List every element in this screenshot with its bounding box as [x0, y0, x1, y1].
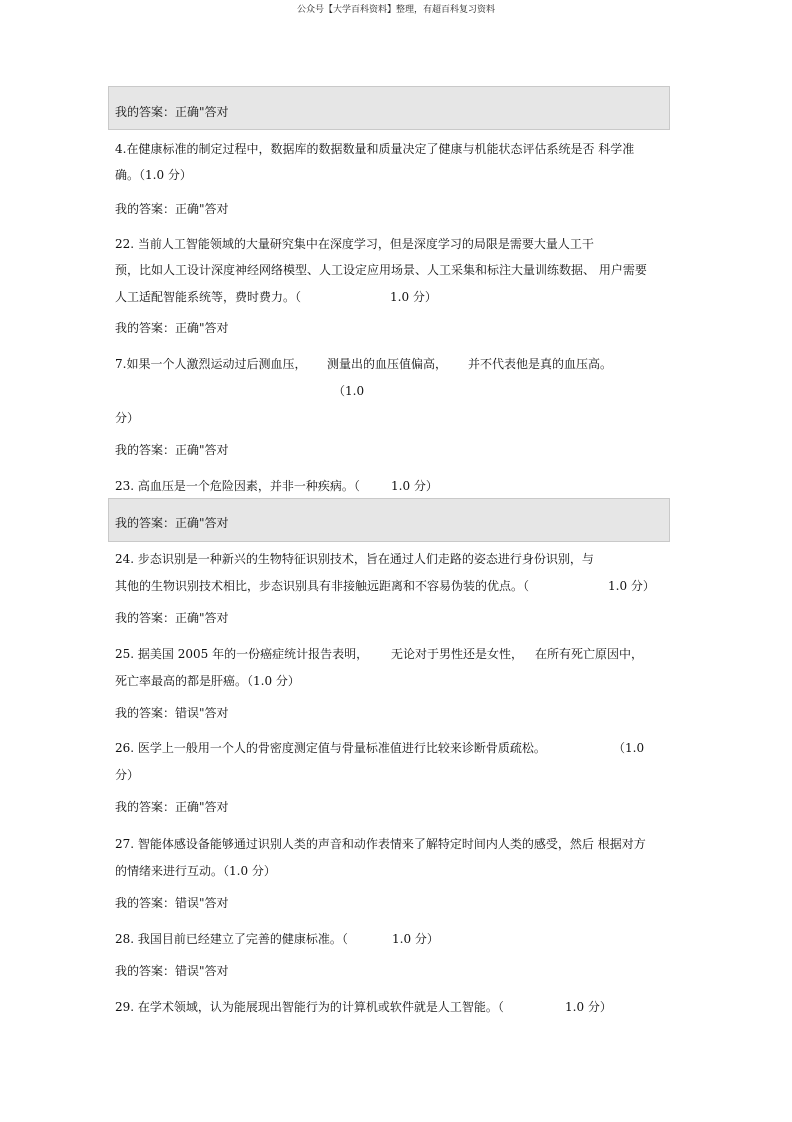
question-text: 测量出的血压值偏高，: [327, 357, 448, 371]
answer-line: 我的答案：错误"答对: [115, 706, 229, 720]
question-score: 1.0 分）: [390, 290, 437, 304]
page-header: 公众号【大学百科资料】整理，有超百科复习资料: [296, 5, 495, 15]
question-text: 28. 我国目前已经建立了完善的健康标准。（: [115, 932, 348, 946]
answer-line: 我的答案：正确"答对: [115, 105, 229, 119]
question-score: 1.0 分）: [565, 1000, 612, 1014]
question-score: 分）: [115, 411, 140, 425]
question-text: 在所有死亡原因中，: [535, 647, 644, 661]
question-score: 分）: [115, 768, 140, 782]
answer-line: 我的答案：正确"答对: [115, 611, 229, 625]
answer-line: 我的答案：正确"答对: [115, 321, 229, 335]
answer-line: 我的答案：错误"答对: [115, 896, 229, 910]
question-score: 1.0 分）: [608, 579, 655, 593]
answer-line: 我的答案：正确"答对: [115, 443, 229, 457]
question-text: 4.在健康标准的制定过程中，数据库的数据数量和质量决定了健康与机能状态评估系统是否 科学准: [115, 142, 635, 156]
question-text: 的情绪来进行互动。（1.0 分）: [115, 864, 276, 878]
question-text: 29. 在学术领域，认为能展现出智能行为的计算机或软件就是人工智能。（: [115, 1000, 504, 1014]
question-text: 25. 据美国 2005 年的一份癌症统计报告表明，: [115, 647, 369, 661]
question-score: （1.0: [613, 741, 645, 755]
answer-line: 我的答案：错误"答对: [115, 964, 229, 978]
question-text: 27. 智能体感设备能够通过识别人类的声音和动作表情来了解特定时间内人类的感受，然后 根据对方: [115, 837, 646, 851]
question-text: 死亡率最高的都是肝癌。（1.0 分）: [115, 674, 300, 688]
question-text: 23. 高血压是一个危险因素，并非一种疾病。（: [115, 479, 360, 493]
question-text: 其他的生物识别技术相比，步态识别具有非接触远距离和不容易伪装的优点。（: [115, 579, 530, 593]
question-text: 预，比如人工设计深度神经网络模型、人工设定应用场景、人工采集和标注大量训练数据、 用户需要: [115, 263, 647, 277]
question-score: 1.0 分）: [392, 932, 439, 946]
answer-line: 我的答案：正确"答对: [115, 800, 229, 814]
question-text: 并不代表他是真的血压高。: [468, 357, 613, 371]
question-text: 人工适配智能系统等，费时费力。（: [115, 290, 302, 304]
answer-line: 我的答案：正确"答对: [115, 516, 229, 530]
question-score: （1.0: [333, 384, 365, 398]
question-text: 26. 医学上一般用一个人的骨密度测定值与骨量标准值进行比较来诊断骨质疏松。: [115, 741, 546, 755]
question-text: 22. 当前人工智能领域的大量研究集中在深度学习，但是深度学习的局限是需要大量人工干: [115, 237, 594, 251]
question-text: 确。（1.0 分）: [115, 168, 192, 182]
question-text: 24. 步态识别是一种新兴的生物特征识别技术，旨在通过人们走路的姿态进行身份识别，与: [115, 552, 594, 566]
question-text: 7.如果一个人激烈运动过后测血压，: [115, 357, 307, 371]
question-text: 无论对于男性还是女性，: [391, 647, 524, 661]
answer-line: 我的答案：正确"答对: [115, 202, 229, 216]
question-score: 1.0 分）: [391, 479, 438, 493]
